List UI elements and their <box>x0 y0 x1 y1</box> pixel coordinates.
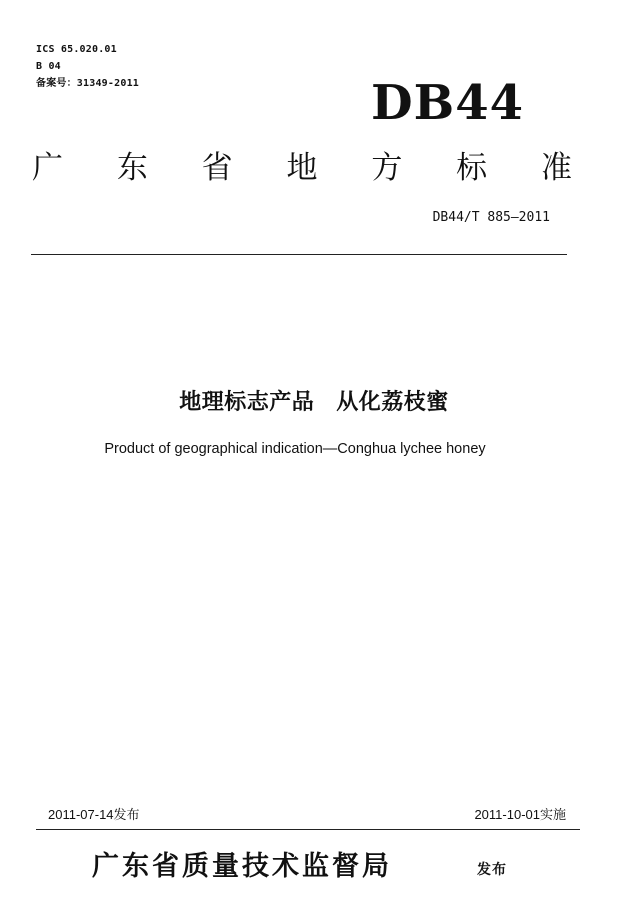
issue-date: 2011-07-14发布 <box>48 807 140 822</box>
standard-number: DB44/T 885—2011 <box>432 210 550 225</box>
standard-type-char: 准 <box>540 150 572 186</box>
classification-block <box>36 41 139 92</box>
document-title-chinese <box>0 387 628 419</box>
standard-type-title <box>32 148 572 188</box>
standard-type-char: 广 <box>32 150 63 186</box>
header-divider <box>31 254 567 255</box>
standard-type-char: 方 <box>371 150 403 186</box>
title-category: 地理标志产品 <box>179 390 315 415</box>
db-code: DB44 <box>371 75 524 131</box>
standard-type-char: 东 <box>116 150 148 186</box>
ccs-code: B 04 <box>36 61 61 72</box>
publish-label: 发布 <box>477 862 507 878</box>
issuing-authority: 广东省质量技术监督局 <box>92 851 392 882</box>
document-title-english: Product of geographical indication—Conghua lychee honey <box>104 441 486 457</box>
footer-divider <box>36 829 580 830</box>
implementation-date: 2011-10-01实施 <box>474 807 566 822</box>
standard-type-char: 省 <box>201 150 233 186</box>
standard-type-char: 地 <box>286 150 318 186</box>
record-number: 备案号：31349-2011 <box>36 78 140 89</box>
standard-type-char: 标 <box>456 150 488 186</box>
title-product: 从化荔枝蜜 <box>336 390 449 415</box>
ics-code: ICS 65.020.01 <box>36 44 117 55</box>
